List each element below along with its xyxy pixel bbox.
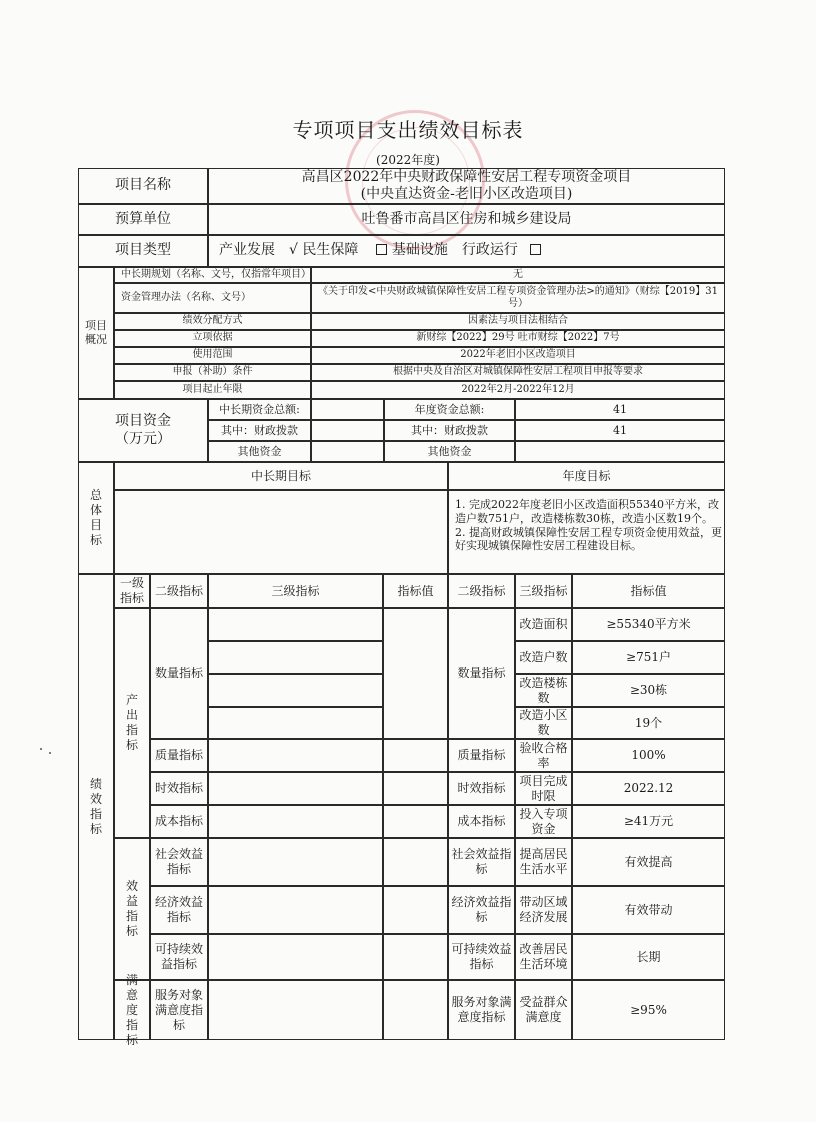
quantity-indicator-right: 数量指标 [448,608,515,739]
level3-empty [208,674,383,707]
vertical-char: 效 [89,792,102,806]
col-header-level2: 二级指标 [150,574,208,608]
value-empty [383,980,448,1040]
indicator-name: 改善居民生活环境 [515,934,572,980]
level3-empty [208,980,383,1040]
vertical-char: 体 [89,503,102,517]
vertical-char: 目 [89,518,102,532]
col-header-value: 指标值 [383,574,448,608]
level3-empty [208,772,383,805]
level3-empty [208,641,383,674]
satisfaction-indicator-label [114,972,150,1047]
timeliness-indicator-label: 时效指标 [150,772,208,805]
value-empty [383,772,448,805]
indicator-value: 有效提高 [572,838,725,886]
vertical-char: 度 [125,1002,138,1017]
service-satisfaction-label: 服务对象满意度指标 [150,980,208,1040]
level3-empty [208,739,383,772]
output-indicator-label [114,608,150,838]
level3-empty [208,707,383,739]
vertical-char: 益 [125,894,138,908]
mid-fiscal-value [311,420,384,441]
indicator-name: 投入专项资金 [515,805,572,838]
type-option-infrastructure: 基础设施 [372,242,447,260]
col-header-level2-right: 二级指标 [448,574,515,608]
overview-row-label: 申报（补助）条件 [114,364,311,381]
overview-row-value: 2022年2月-2022年12月 [311,381,725,399]
vertical-char: 满 [125,972,138,987]
scan-speck [40,748,42,750]
project-type-options [208,235,725,267]
vertical-char: 指 [89,807,102,821]
project-name-value: 高昌区2022年中央财政保障性安居工程专项资金项目 (中央直达资金-老旧小区改造项目) [208,168,725,204]
year-fiscal-value: 41 [515,420,725,441]
indicator-name: 改造户数 [515,641,572,674]
year-total-value: 41 [515,399,725,420]
project-funds-label: 项目资金 （万元） [78,399,208,462]
indicator-value: ≥30栋 [572,674,725,707]
year-other-label: 其他资金 [384,441,515,462]
overview-row-value: 因素法与项目法相结合 [311,313,725,330]
type-option-admin: 行政运行 [462,242,541,260]
vertical-char: 总 [89,488,102,502]
indicator-name: 改造面积 [515,608,572,641]
indicator-value: 100% [572,739,725,772]
mid-other-value [311,441,384,462]
overview-row-value: 《关于印发<中央财政城镇保障性安居工程专项资金管理办法>的通知》（财综【2019】31号） [311,283,725,313]
col-header-level3-right: 三级指标 [515,574,572,608]
col-header-level1: 一级 指标 [114,574,150,608]
overview-row-label: 中长期规划（名称、文号，仅指常年项目） [114,267,311,283]
indicator-value: 19个 [572,707,725,739]
overall-goal-label [78,462,114,574]
vertical-char: 出 [125,708,138,722]
cost-indicator-right: 成本指标 [448,805,515,838]
indicator-value: ≥55340平方米 [572,608,725,641]
level3-empty [208,805,383,838]
cost-indicator-label: 成本指标 [150,805,208,838]
vertical-char: 标 [125,1032,138,1047]
year-goal-header: 年度目标 [448,462,725,490]
overview-row-label: 立项依据 [114,330,311,347]
vertical-char: 指 [125,1017,138,1032]
vertical-char: 产 [125,693,138,707]
budget-unit-label: 预算单位 [78,204,208,235]
value-empty [383,838,448,886]
indicator-name: 改造小区数 [515,707,572,739]
indicator-name: 提高居民生活水平 [515,838,572,886]
indicator-name: 受益群众满意度 [515,980,572,1040]
indicator-value: ≥95% [572,980,725,1040]
vertical-char: 指 [125,723,138,737]
performance-indicator-label [78,574,114,1040]
service-satisfaction-right: 服务对象满意度指标 [448,980,515,1040]
overview-row-label: 资金管理办法（名称、文号） [114,283,311,313]
indicator-name: 验收合格率 [515,739,572,772]
level3-empty [208,886,383,934]
overview-row-value: 新财综【2022】29号 吐市财综【2022】7号 [311,330,725,347]
col-header-value-right: 指标值 [572,574,725,608]
overview-row-value: 无 [311,267,725,283]
mid-other-label: 其他资金 [208,441,311,462]
year-total-label: 年度资金总额: [384,399,515,420]
project-name-label: 项目名称 [78,168,208,204]
indicator-value: 2022.12 [572,772,725,805]
col-header-level3: 三级指标 [208,574,383,608]
year-fiscal-label: 其中：财政拨款 [384,420,515,441]
mid-goal-text [114,490,448,574]
mid-total-label: 中长期资金总额: [208,399,311,420]
indicator-name: 项目完成时限 [515,772,572,805]
project-type-label: 项目类型 [78,235,208,267]
indicator-name: 带动区域经济发展 [515,886,572,934]
indicator-value: ≥41万元 [572,805,725,838]
overview-row-label: 绩效分配方式 [114,313,311,330]
indicator-value: 有效带动 [572,886,725,934]
quantity-indicator-label: 数量指标 [150,608,208,739]
year-other-value [515,441,725,462]
mid-total-value [311,399,384,420]
budget-unit-value: 吐鲁番市高昌区住房和城乡建设局 [208,204,725,235]
vertical-char: 指 [125,909,138,923]
value-empty [383,886,448,934]
sustainable-benefit-label: 可持续效益指标 [150,934,208,980]
year-goal-text: 1. 完成2022年度老旧小区改造面积55340平方米，改造户数751户，改造楼栋数30栋，改造小区数19个。 2. 提高财政城镇保障性安居工程专项资金使用效益，更好实现城镇保障性安居工程建设目标。 [448,490,725,574]
mid-goal-header: 中长期目标 [114,462,448,490]
indicator-value: ≥751户 [572,641,725,674]
vertical-char: 标 [125,924,138,938]
overview-row-label: 项目起止年限 [114,381,311,399]
type-option-industry: 产业发展 [219,242,275,259]
sustainable-benefit-right: 可持续效益指标 [448,934,515,980]
vertical-char: 效 [125,879,138,893]
indicator-name: 改造楼栋数 [515,674,572,707]
value-empty [383,608,448,739]
value-empty [383,805,448,838]
level3-empty [208,934,383,980]
value-empty [383,934,448,980]
social-benefit-right: 社会效益指标 [448,838,515,886]
vertical-char: 绩 [89,777,102,791]
page-title: 专项项目支出绩效目标表 [292,118,524,142]
vertical-char: 标 [89,822,102,836]
type-option-livelihood: √ 民生保障 [289,242,359,259]
benefit-indicator-label [114,838,150,980]
timeliness-indicator-right: 时效指标 [448,772,515,805]
indicator-value: 长期 [572,934,725,980]
value-empty [383,739,448,772]
level3-empty [208,608,383,641]
performance-table [78,168,725,1047]
social-benefit-label: 社会效益指标 [150,838,208,886]
level3-empty [208,838,383,886]
scan-speck [49,752,51,754]
vertical-char: 意 [125,987,138,1002]
year-subtitle: (2022年度) [376,153,440,167]
economic-benefit-label: 经济效益指标 [150,886,208,934]
overview-row-value: 根据中央及自治区对城镇保障性安居工程项目申报等要求 [311,364,725,381]
economic-benefit-right: 经济效益指标 [448,886,515,934]
checkbox-icon [376,244,387,255]
overview-row-label: 使用范围 [114,347,311,364]
overview-label: 项目概况 [78,267,114,399]
vertical-char: 标 [89,533,102,547]
overview-row-value: 2022年老旧小区改造项目 [311,347,725,364]
checkbox-icon [530,244,541,255]
quality-indicator-label: 质量指标 [150,739,208,772]
quality-indicator-right: 质量指标 [448,739,515,772]
vertical-char: 标 [125,738,138,752]
mid-fiscal-label: 其中：财政拨款 [208,420,311,441]
